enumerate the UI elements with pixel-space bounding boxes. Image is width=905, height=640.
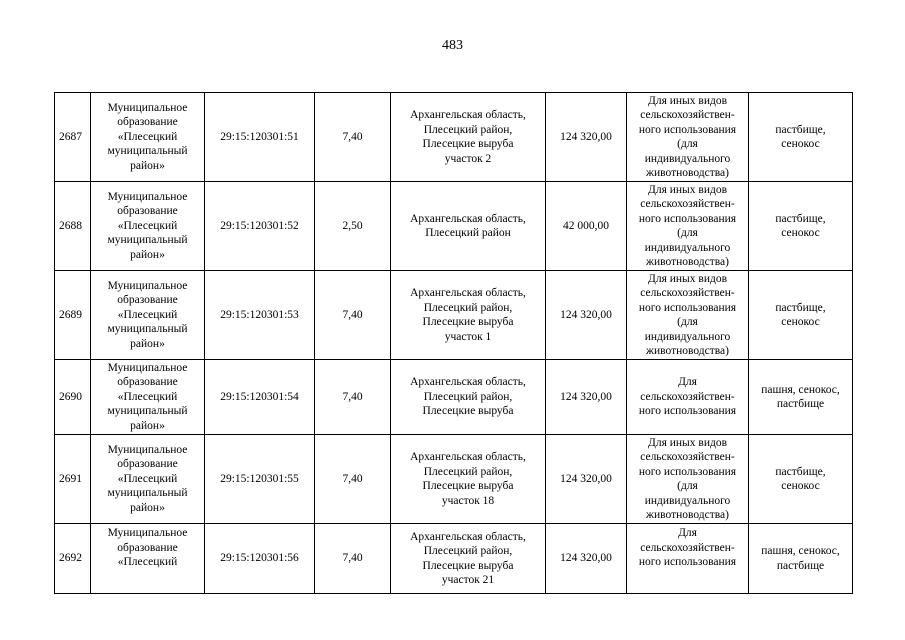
cell-line: Плесецкий район, [423,301,513,314]
cell-permitted-use [627,271,749,360]
page-number: 483 [442,38,463,53]
cell-cadastral-number [205,360,315,435]
cell-line: Плесецкие выруба [422,405,514,418]
cell-area [315,182,391,271]
cell-line: район» [130,337,165,350]
cell-owner [91,93,205,182]
cell-number [55,524,91,594]
cell-line: Плесецкие выруба [422,138,514,150]
cell-permitted-use [627,93,749,182]
cell-line: пашня, сенокос, [761,545,840,557]
cell-line: сенокос [781,316,820,328]
table-row [55,271,853,360]
cell-text: 124 320,00 [560,390,612,403]
cell-line: Архангельская область, [410,376,526,389]
cell-permitted-use [627,435,749,524]
cell-line: (для [677,138,698,150]
cell-text: 2687 [59,130,82,143]
cell-text: 2689 [59,308,82,321]
cell-line: (для [677,316,698,328]
cell-line: пастбище, [775,212,826,225]
cell-text: 42 000,00 [563,219,609,232]
cell-line: «Плесецкий [117,130,178,143]
cell-line: Плесецкий район, [423,123,513,136]
cell-line: «Плесецкий [117,556,178,568]
cell-line: участок 18 [441,494,495,507]
cell-line: Для [678,527,697,539]
cell-cadastral-value [546,93,627,182]
cell-line: ного использования [638,465,737,478]
cell-line: образование [117,294,178,307]
cell-line: образование [117,116,178,129]
cell-line: Плесецкие выруба [422,559,514,572]
cell-line: ного использования [638,405,737,418]
cell-line: участок 21 [441,574,495,586]
cell-line: Архангельская область, [410,530,526,543]
cell-line: Для иных видов [647,183,728,196]
cell-text: 29:15:120301:55 [220,472,299,485]
cell-text: 29:15:120301:52 [220,219,299,232]
cell-line: район» [130,501,165,514]
cell-text: 7,40 [342,472,363,485]
cell-line: ного использования [638,301,737,314]
cell-number [55,435,91,524]
cell-line: животноводства) [646,509,729,521]
cell-text: 7,40 [342,552,363,565]
cell-line: ного использования [638,556,737,568]
cell-cadastral-value [546,524,627,594]
cell-area [315,360,391,435]
cell-land-category [749,360,853,435]
cell-text: 124 320,00 [560,308,612,321]
cell-cadastral-number [205,182,315,271]
cell-text: 29:15:120301:54 [220,390,299,403]
cell-line: район» [130,419,165,432]
cell-cadastral-number [205,93,315,182]
cell-line: район» [130,248,165,261]
cell-location [391,524,546,594]
cell-line: животноводства) [646,345,729,357]
cell-area [315,435,391,524]
cell-land-category [749,271,853,360]
cell-text: 7,40 [342,308,363,321]
cell-line: Плесецкие выруба [422,480,514,492]
cell-number [55,360,91,435]
cell-line: сельскохозяйствен- [640,390,735,403]
table-row [55,435,853,524]
cell-cadastral-number [205,524,315,594]
cell-line: Для [678,376,697,389]
cell-line: сельскохозяйствен- [640,198,735,210]
cell-location [391,360,546,435]
cell-line: ного использования [638,123,737,136]
cell-text: 7,40 [342,390,363,403]
cell-owner [91,435,205,524]
cell-text: 2690 [59,390,82,403]
cell-location [391,271,546,360]
cell-line: Муниципальное [107,101,188,114]
cell-line: животноводства) [646,256,729,268]
cell-number [55,271,91,360]
cell-permitted-use [627,360,749,435]
cell-line: сельскохозяйствен- [640,287,735,299]
cell-cadastral-value [546,182,627,271]
cell-text: 29:15:120301:51 [220,130,299,143]
cell-text: 124 320,00 [560,552,612,565]
cell-line: участок 2 [444,152,492,165]
cell-land-category [749,182,853,271]
cell-line: образование [117,541,178,554]
cell-line: (для [677,480,698,492]
cell-owner [91,182,205,271]
cell-text: 2688 [59,219,82,232]
cell-line: Плесецкий район, [423,465,513,478]
cell-line: Архангельская область, [410,451,526,463]
cell-owner [91,524,205,594]
land-registry-table [54,92,853,594]
cell-line: Для иных видов [647,436,728,449]
cell-line: Архангельская область, [410,212,526,225]
cell-location [391,93,546,182]
cell-line: образование [117,376,178,389]
cell-land-category [749,524,853,594]
cell-line: муниципальный [107,145,188,158]
cell-number [55,93,91,182]
cell-line: муниципальный [107,234,188,247]
cell-line: участок 1 [444,330,492,343]
cell-line: Плесецкий район [425,227,511,239]
cell-line: Муниципальное [107,190,188,203]
cell-line: муниципальный [107,323,188,336]
cell-line: муниципальный [107,405,188,418]
cell-text: 7,40 [342,130,363,143]
cell-area [315,524,391,594]
cell-line: сенокос [781,138,820,150]
cell-cadastral-value [546,271,627,360]
cell-line: ного использования [638,212,737,225]
table-row [55,93,853,182]
cell-text: 2691 [59,472,82,485]
cell-line: Архангельская область, [410,109,526,121]
cell-text: 29:15:120301:56 [220,552,299,565]
cell-line: Муниципальное [107,361,188,374]
cell-line: пастбище, [775,123,826,136]
cell-line: муниципальный [107,487,188,500]
cell-line: Для иных видов [647,94,728,107]
cell-location [391,182,546,271]
cell-line: Плесецкий район, [423,545,513,557]
cell-line: Архангельская область, [410,287,526,299]
cell-line: образование [117,205,178,218]
cell-line: сельскохозяйствен- [640,451,735,463]
cell-text: 124 320,00 [560,472,612,485]
table-body [55,93,853,594]
cell-line: (для [677,227,698,239]
cell-line: Муниципальное [107,443,188,456]
cell-cadastral-number [205,271,315,360]
cell-line: пастбище, [775,301,826,314]
cell-line: сельскохозяйствен- [640,541,735,554]
cell-line: сельскохозяйствен- [640,109,735,121]
cell-line: «Плесецкий [117,472,178,485]
cell-cadastral-value [546,435,627,524]
cell-line: индивидуального [644,494,731,507]
cell-line: пастбище [776,398,825,410]
cell-line: «Плесецкий [117,390,178,403]
cell-area [315,271,391,360]
cell-line: «Плесецкий [117,219,178,232]
cell-line: индивидуального [644,152,731,165]
cell-line: индивидуального [644,241,731,254]
cell-line: пастбище, [775,465,826,478]
cell-line: сенокос [781,480,820,492]
table-row [55,524,853,594]
table-row [55,182,853,271]
cell-land-category [749,93,853,182]
cell-location [391,435,546,524]
cell-area [315,93,391,182]
cell-cadastral-value [546,360,627,435]
cell-line: пашня, сенокос, [761,383,840,396]
cell-line: «Плесецкий [117,308,178,321]
cell-owner [91,271,205,360]
table-row [55,360,853,435]
cell-land-category [749,435,853,524]
cell-line: Плесецкий район, [423,390,513,403]
cell-line: образование [117,458,178,471]
cell-line: Муниципальное [107,279,188,292]
cell-permitted-use [627,524,749,594]
cell-owner [91,360,205,435]
cell-line: Муниципальное [107,527,188,539]
cell-line: Плесецкие выруба [422,316,514,328]
cell-text: 29:15:120301:53 [220,308,299,321]
cell-line: район» [130,159,165,172]
cell-line: Для иных видов [647,272,728,285]
cell-line: пастбище [776,559,825,572]
cell-permitted-use [627,182,749,271]
cell-text: 2,50 [342,219,363,232]
cell-line: животноводства) [646,167,729,179]
cell-text: 2692 [59,552,82,565]
cell-line: индивидуального [644,330,731,343]
cell-line: сенокос [781,227,820,239]
cell-cadastral-number [205,435,315,524]
cell-text: 124 320,00 [560,130,612,143]
cell-number [55,182,91,271]
